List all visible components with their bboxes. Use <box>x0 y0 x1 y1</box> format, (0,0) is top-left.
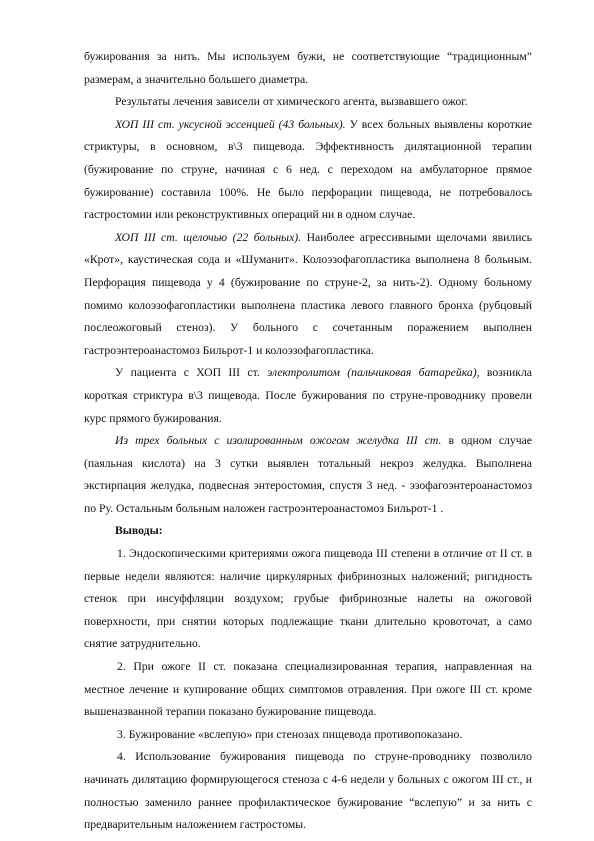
alkali-heading: ХОП III ст. щелочью (22 больных). <box>115 230 302 244</box>
paragraph-stomach-burn <box>84 430 532 520</box>
paragraph-alkali <box>84 227 532 363</box>
conclusions-title: Выводы: <box>115 524 163 538</box>
conclusion-2: 2. При ожоге II ст. показана специализированная терапия, направленная на местное лечение и купирование общих симптомов отравления. При ожоге III ст. кроме вышеназванной терапии показано бужирование пищевода. <box>84 660 532 719</box>
acetic-acid-heading: ХОП III ст. уксусной эссенцией (43 больных). <box>115 117 346 131</box>
electrolyte-heading: электролитом (пальчиковая батарейка), <box>267 366 480 380</box>
alkali-text: Наиболее агрессивными щелочами явились «Крот», каустическая сода и «Шуманит». Колоэзофагопластика выполнена 8 больным. Перфорация пищевода у 4 (бужирование по струне-2, за нить-2). Одному больному помимо колоэзофагопластики выполнена пластика левого главного бронха (рубцовый послеожоговый стеноз). У больного с сочетанным поражением выполнен гастроэнтероанастомоз Бильрот-1 и колоэзофагопластика. <box>84 230 532 357</box>
electrolyte-text: возникла короткая стриктура в\3 пищевода. После бужирования по струне-проводнику провели курс прямого бужирования. <box>84 366 532 425</box>
conclusion-1: 1. Эндоскопическими критериями ожога пищевода III степени в отличие от II ст. в первые недели являются: наличие циркулярных фибринозных наложений; ригидность стенок при инсуффляции воздухом; грубые фибринозные налеты на ожоговой поверхности, при снятии которых подлежащие ткани длительно кровоточат, а само снятие затруднительно. <box>84 547 532 651</box>
stomach-burn-heading: Из трех больных с изолированным ожогом желудка III ст. <box>115 434 442 448</box>
stomach-burn-text: в одном случае (паяльная кислота) на 3 сутки выявлен тотальный некроз желудка. Выполнена экстирпация желудка, подвесная энтеростомия, спустя 3 нед. - эзофагоэнтероанастомоз по Ру. Остальным больным наложен гастроэнтероанастомоз Бильрот-1 . <box>84 434 532 515</box>
conclusion-3: 3. Бужирование «вслепую» при стенозах пищевода противопоказано. <box>117 727 463 741</box>
acetic-acid-text: У всех больных выявлены короткие стриктуры, в основном, в\3 пищевода. Эффективность дилятационной терапии (бужирование по струне, начиная с 6 нед. с переходом на амбулаторное прямое бужирование) составила 100%. Не было перфорации пищевода, не потребовалось гастростомии или реконструктивных операций ни в одном случае. <box>84 117 532 222</box>
electrolyte-lead: У пациента с ХОП III ст. <box>115 366 268 380</box>
conclusion-4: 4. Использование бужирования пищевода по струне-проводнику позволило начинать дилятацию формирующегося стеноза с 4-6 недели у больных с ожогом III ст., и полностью заменило раннее профилактическое бужирование “вслепую” и за нить с предварительным наложением гастростомы. <box>84 750 532 832</box>
paragraph-acetic-acid <box>84 114 532 227</box>
paragraph-results: Результаты лечения зависели от химического агента, вызвавшего ожог. <box>115 95 468 109</box>
paragraph-bougienage-intro: бужирования за нить. Мы используем бужи, не соответствующие “традиционным” размерам, а значительно большего диаметра. <box>84 50 532 86</box>
paragraph-electrolyte <box>84 362 532 430</box>
